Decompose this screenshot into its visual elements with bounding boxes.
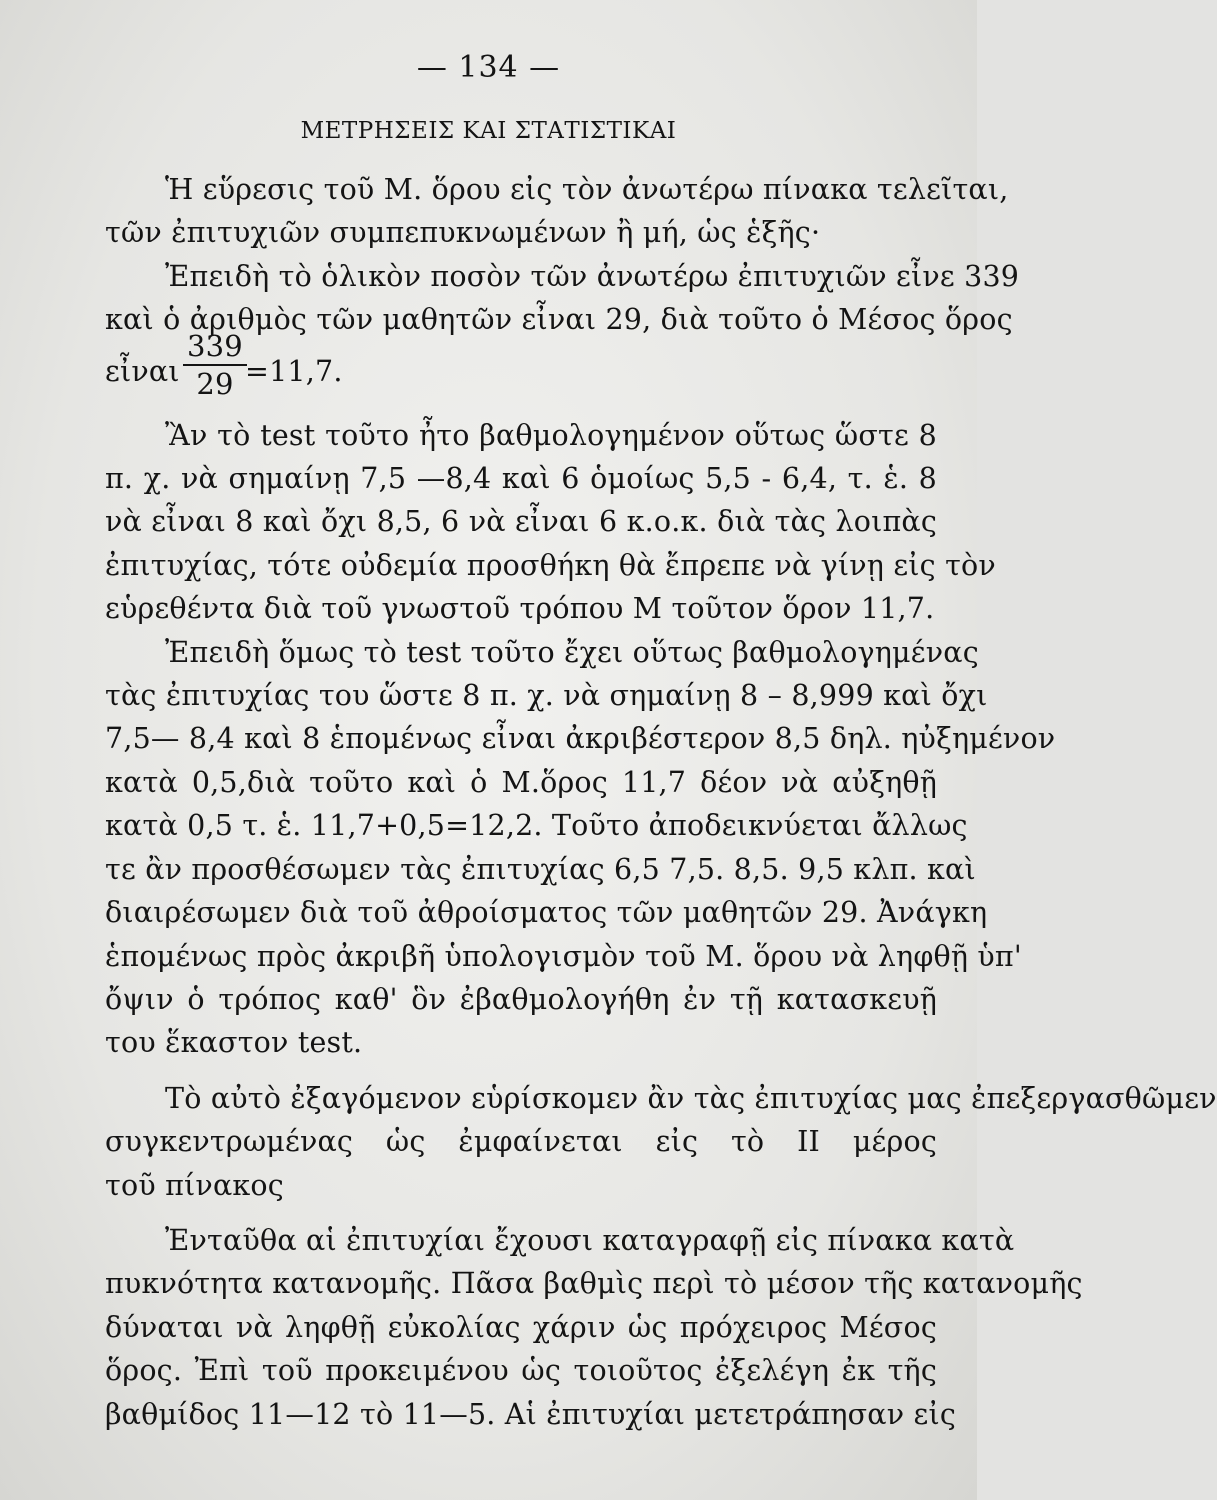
- text-line: τὰς ἐπιτυχίας του ὥστε 8 π. χ. νὰ σημαίνῃ 8 – 8,999 καὶ ὄχι: [105, 679, 988, 713]
- text-line: εὑρεθέντα διὰ τοῦ γνωστοῦ τρόπου Μ τοῦτον ὅρον 11,7.: [105, 592, 935, 626]
- text-line: π. χ. νὰ σημαίνῃ 7,5 —8,4 καὶ 6 ὁμοίως 5,5 - 6,4, τ. ἑ. 8: [105, 462, 937, 496]
- text-line: 7,5— 8,4 καὶ 8 ἑπομένως εἶναι ἀκριβέστερον 8,5 δηλ. ηὐξημένον: [105, 722, 1056, 756]
- formula-result: =11,7.: [245, 354, 343, 388]
- running-head: ΜΕΤΡΗΣΕΙΣ ΚΑΙ ΣΤΑΤΙΣΤΙΚΑΙ: [300, 118, 677, 144]
- text-line: ὅρος. Ἐπὶ τοῦ προκειμένου ὡς τοιοῦτος ἐξελέγη ἐκ τῆς: [105, 1354, 937, 1388]
- text-line: Ἡ εὕρεσις τοῦ Μ. ὅρου εἰς τὸν ἀνωτέρω πίνακα τελεῖται,: [165, 173, 1009, 206]
- text-line: Ἐπειδὴ ὅμως τὸ test τοῦτο ἔχει οὕτως βαθμολογημένας: [165, 635, 979, 669]
- fraction-denominator: 29: [196, 366, 234, 401]
- text-line: κατὰ 0,5 τ. ἑ. 11,7+0,5=12,2. Τοῦτο ἀποδεικνύεται ἄλλως: [105, 809, 968, 843]
- paragraph-gap: [105, 1065, 937, 1077]
- body-text: [105, 168, 1217, 1436]
- text-line: Ἐπειδὴ τὸ ὁλικὸν ποσὸν τῶν ἀνωτέρω ἐπιτυχιῶν εἶνε 339: [165, 259, 1020, 293]
- paragraph-5: [105, 1077, 1217, 1207]
- paragraph-3: [105, 414, 996, 631]
- text-line: πυκνότητα κατανομῆς. Πᾶσα βαθμὶς περὶ τὸ μέσον τῆς κατανομῆς: [105, 1267, 1083, 1301]
- text-line: συγκεντρωμένας ὡς ἐμφαίνεται εἰς τὸ ΙΙ μέρος: [105, 1125, 937, 1159]
- text-line: Τὸ αὐτὸ ἐξαγόμενον εὑρίσκομεν ἂν τὰς ἐπιτυχίας μας ἐπεξεργασθῶμεν: [165, 1081, 1217, 1115]
- text-line: ἐπιτυχίας, τότε οὐδεμία προσθήκη θὰ ἔπρεπε νὰ γίνῃ εἰς τὸν: [105, 548, 996, 582]
- paragraph-gap: [105, 1207, 937, 1219]
- text-line: κατὰ 0,5,διὰ τοῦτο καὶ ὁ Μ.ὅρος 11,7 δέον νὰ αὐξηθῇ: [105, 765, 937, 799]
- formula-word: εἶναι: [105, 354, 180, 388]
- text-line: καὶ ὁ ἀριθμὸς τῶν μαθητῶν εἶναι 29, διὰ τοῦτο ὁ Μέσος ὅρος: [105, 303, 1013, 337]
- text-line: δύναται νὰ ληφθῇ εὐκολίας χάριν ὡς πρόχειρος Μέσος: [105, 1310, 937, 1344]
- text-line: διαιρέσωμεν διὰ τοῦ ἀθροίσματος τῶν μαθητῶν 29. Ἀνάγκη: [105, 896, 988, 930]
- text-line: ὄψιν ὁ τρόπος καθ' ὃν ἐβαθμολογήθη ἐν τῇ κατασκευῇ: [105, 982, 937, 1016]
- page-number: — 134 —: [416, 50, 561, 85]
- text-line: Ἂν τὸ test τοῦτο ἦτο βαθμολογημένον οὕτως ὥστε 8: [165, 418, 937, 452]
- paragraph-1: [105, 168, 1009, 255]
- text-line: Ἐνταῦθα αἱ ἐπιτυχίαι ἔχουσι καταγραφῇ εἰς πίνακα κατὰ: [165, 1223, 1015, 1257]
- text-line: τῶν ἐπιτυχιῶν συμπεπυκνωμένων ἢ μή, ὡς ἑξῆς·: [105, 216, 821, 250]
- text-line: ἑπομένως πρὸς ἀκριβῆ ὑπολογισμὸν τοῦ Μ. ὅρου νὰ ληφθῇ ὑπ': [105, 939, 1022, 973]
- text-line: νὰ εἶναι 8 καὶ ὄχι 8,5, 6 νὰ εἶναι 6 κ.ο.κ. διὰ τὰς λοιπὰς: [105, 505, 937, 539]
- fraction: [183, 328, 247, 402]
- text-line: του ἕκαστον test.: [105, 1026, 363, 1060]
- mean-formula: [105, 328, 937, 414]
- paragraph-6: [105, 1219, 1083, 1436]
- text-line: βαθμίδος 11—12 τὸ 11—5. Αἱ ἐπιτυχίαι μετετράπησαν εἰς: [105, 1397, 957, 1431]
- fraction-numerator: 339: [183, 328, 247, 366]
- text-line: τοῦ πίνακος: [105, 1168, 284, 1202]
- paragraph-4: [105, 631, 1056, 1065]
- text-line: τε ἂν προσθέσωμεν τὰς ἐπιτυχίας 6,5 7,5. 8,5. 9,5 κλπ. καὶ: [105, 852, 976, 886]
